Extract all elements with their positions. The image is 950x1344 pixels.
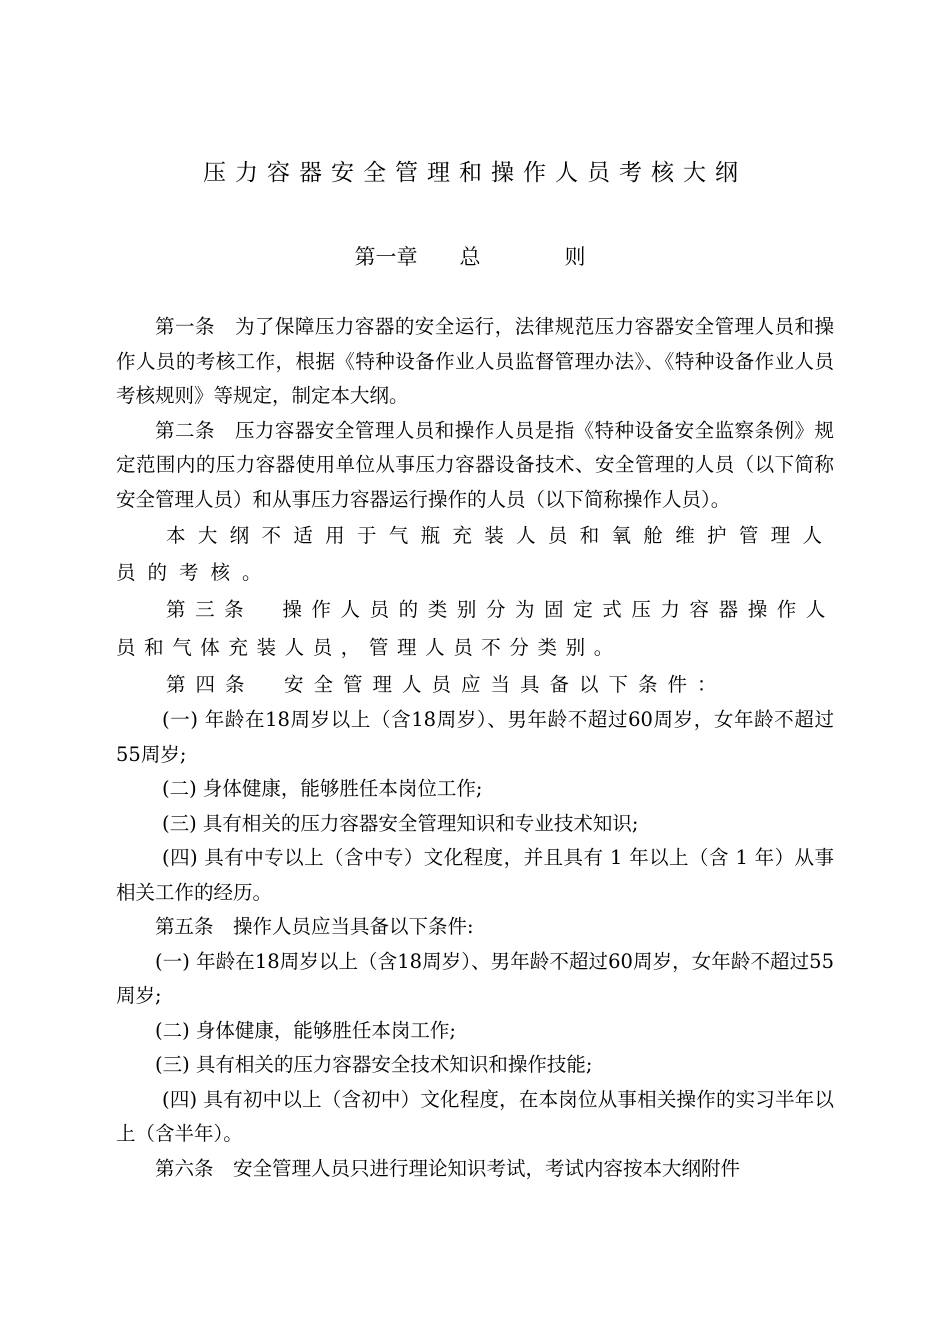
article-4-item-2: (二) 身体健康，能够胜任本岗位工作;: [162, 777, 483, 801]
article-4-item-1: (一) 年龄在18周岁以上（含18周岁）、男年龄不超过60周岁，女年龄不超过55周岁;: [116, 708, 834, 766]
article-2-note: 本大纲不适用于气瓶充装人员和氧舱维护管理人员的考核。: [116, 524, 834, 585]
article-4: 第四条 安全管理人员应当具备以下条件：: [166, 672, 727, 696]
article-4-item-4: (四) 具有中专以上（含中专）文化程度，并且具有 1 年以上（含 1 年）从事相关工作的经历。: [116, 846, 834, 904]
article-5: 第五条 操作人员应当具备以下条件:: [155, 915, 474, 939]
article-5-item-4: (四) 具有初中以上（含初中）文化程度，在本岗位从事相关操作的实习半年以上（含半年）。: [116, 1087, 834, 1146]
article-4-item-3: (三) 具有相关的压力容器安全管理知识和专业技术知识;: [162, 811, 639, 835]
article-2: 第二条 压力容器安全管理人员和操作人员是指《特种设备安全监察条例》规定范围内的压力容器使用单位从事压力容器设备技术、安全管理的人员（以下简称安全管理人员）和从事压力容器运行操作的人员（以下简称操作人员）。: [116, 418, 834, 511]
article-5-item-1: (一) 年龄在18周岁以上（含18周岁）、男年龄不超过60周岁，女年龄不超过55周岁;: [116, 949, 834, 1008]
article-1: 第一条 为了保障压力容器的安全运行，法律规范压力容器安全管理人员和操作人员的考核工作，根据《特种设备作业人员监督管理办法》、《特种设备作业人员考核规则》等规定，制定本大纲。: [116, 315, 834, 407]
article-3: 第三条 操作人员的类别分为固定式压力容器操作人员和气体充装人员，管理人员不分类别。: [116, 598, 834, 659]
document-title: 压力容器安全管理和操作人员考核大纲: [203, 160, 747, 186]
article-5-item-3: (三) 具有相关的压力容器安全技术知识和操作技能;: [155, 1053, 593, 1077]
chapter-heading: 第一章 总 则: [354, 245, 586, 269]
article-6: 第六条 安全管理人员只进行理论知识考试，考试内容按本大纲附件: [155, 1156, 741, 1180]
document-body: [116, 310, 834, 1186]
article-5-item-2: (二) 身体健康，能够胜任本岗工作;: [155, 1018, 456, 1042]
